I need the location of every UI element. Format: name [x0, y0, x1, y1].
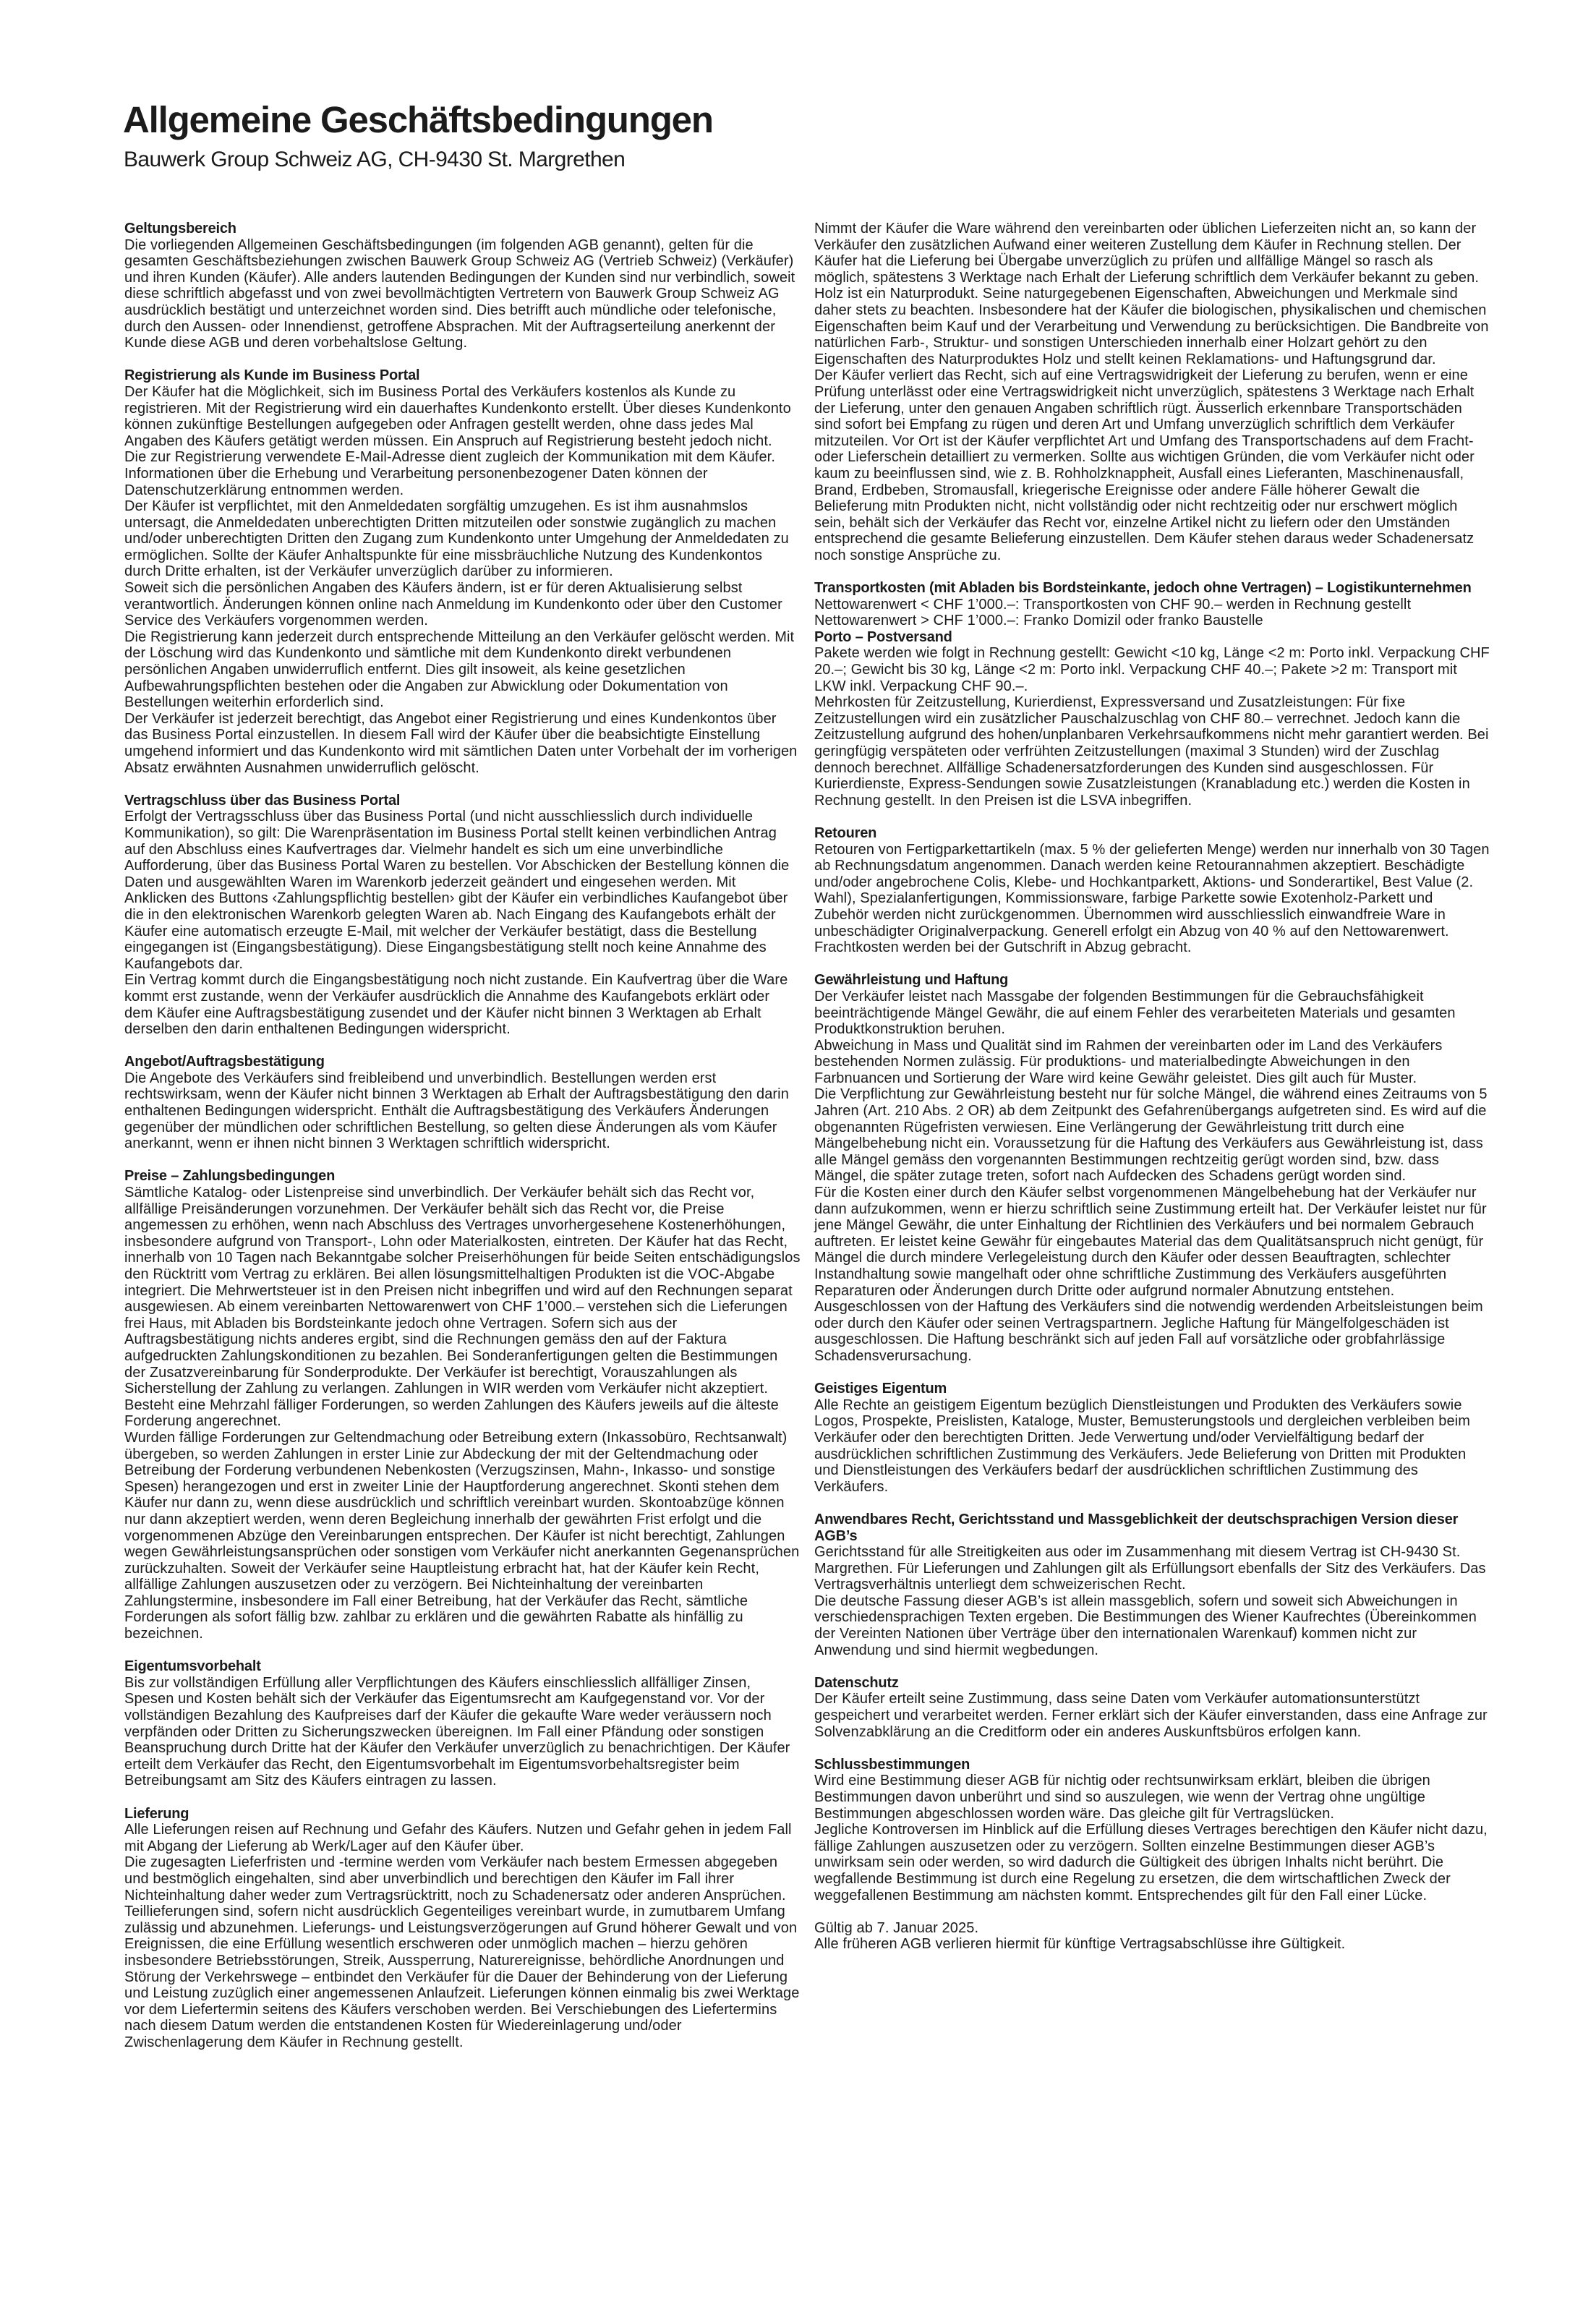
section-heading: Eigentumsvorbehalt: [124, 1658, 261, 1675]
terms-section: [124, 1054, 801, 1152]
section-paragraph: Nettowarenwert < CHF 1’000.–: Transportkosten von CHF 90.– werden in Rechnung gestellt: [814, 596, 1412, 613]
section-paragraph: Ein Vertrag kommt durch die Eingangsbestätigung noch nicht zustande. Ein Kaufvertrag über die Ware kommt erst zustande, wenn der Verkäufer ausdrücklich die Annahme des Kaufangebots erklärt oder dem Käufer eine Auftragsbestätigung zusendet und der Käufer nicht binnen 3 Werktagen ab Erhalt derselben den darin enthaltenen Bedingungen widerspricht.: [124, 972, 788, 1038]
section-paragraph: Der Käufer hat die Möglichkeit, sich im Business Portal des Verkäufers kostenlos als Kunde zu registrieren. Mit der Registrierung wird ein dauerhaftes Kundenkonto erstellt. Über dieses Kundenkonto können zukünftige Bestellungen aufgegeben oder Anfragen gestellt werden, ohne dass jedes Mal Angaben des Käufers getätigt werden müssen. Ein Anspruch auf Registrierung besteht jedoch nicht.: [124, 383, 791, 449]
section-paragraph: Nettowarenwert > CHF 1’000.–: Franko Domizil oder franko Baustelle: [814, 613, 1263, 629]
page-title: Allgemeine Geschäftsbedingungen: [123, 99, 713, 140]
section-paragraph: Retouren von Fertigparkettartikeln (max. 5 % der gelieferten Menge) werden nur innerhalb von 30 Tagen ab Rechnungsdatum angenommen. Danach werden keine Retourannahmen akzeptiert. Beschädigte und/oder angebrochene Colis, Klebe- und Hochkantparkett, Aktions- und Sonderartikel, Best Value (2. Wahl), Spezialanfertigungen, Kommissionsware, farbige Parkette sowie Exotenholz-Parkett und Zubehör werden nicht zurückgenommen. Übernommen wird ausschliesslich einwandfreie Ware in unbeschädigter Originalverpackung. Generell erfolgt ein Abzug von 40 % auf den Nettowarenwert. Frachtkosten werden bei der Gutschrift in Abzug gebracht.: [814, 841, 1490, 956]
section-paragraph: Erfolgt der Vertragsschluss über das Business Portal (und nicht ausschliesslich durch individuelle Kommunikation), so gilt: Die Warenpräsentation im Business Portal stellt keinen verbindlichen Antrag auf den Abschluss eines Kaufvertrages dar. Vielmehr handelt es sich um eine unverbindliche Aufforderung, über das Business Portal Waren zu bestellen. Vor Abschicken der Bestellung können die Daten und ausgewählten Waren im Warenkorb jederzeit geändert und eingesehen werden. Mit Anklicken des Buttons ‹Zahlungspflichtig bestellen› gibt der Käufer ein verbindliches Kaufangebot über die in den elektronischen Warenkorb gelegten Waren ab. Nach Eingang des Kaufangebots erhält der Käufer eine automatisch erzeugte E-Mail, mit welcher der Verkäufer bestätigt, dass die Bestellung eingegangen ist (Eingangsbestätigung). Diese Eingangsbestätigung stellt noch keine Annahme des Kaufangebots dar.: [124, 809, 790, 972]
section-paragraph: Pakete werden wie folgt in Rechnung gestellt: Gewicht <10 kg, Länge <2 m: Porto inkl. Verpackung CHF 20.–; Gewicht bis 30 kg, Länge <2 m: Porto inkl. Verpackung CHF 40.–; Pakete >2 m: Transport mit LKW inkl. Verpackung CHF 90.–.: [814, 645, 1490, 694]
section-paragraph: Der Käufer erteilt seine Zustimmung, dass seine Daten vom Verkäufer automationsunterstützt gespeichert und verarbeitet werden. Ferner erklärt sich der Käufer einverstanden, dass eine Anfrage zur Solvenzabklärung an die Creditform oder ein anderes Auskunftsbüros erfolgen kann.: [814, 1691, 1488, 1740]
section-paragraph: Der Käufer ist verpflichtet, mit den Anmeldedaten sorgfältig umzugehen. Es ist ihm ausnahmslos untersagt, die Anmeldedaten unberechtigten Dritten mitzuteilen oder sonstwie zugänglich zu machen und/oder unberechtigten Dritten den Zugang zum Kundenkonto unter Umgehung der Anmeldedaten zu ermöglichen. Sollte der Käufer Anhaltspunkte für eine missbräuchliche Nutzung des Kundenkontos durch Dritte erhalten, ist der Verkäufer unverzüglich darüber zu informieren.: [124, 498, 789, 580]
section-paragraph: Die zugesagten Lieferfristen und -termine werden vom Verkäufer nach bestem Ermessen abgegeben und bestmöglich eingehalten, sind aber unverbindlich und berechtigen den Käufer im Fall ihrer Nichteinhaltung daher weder zum Vertragsrücktritt, noch zu Schadenersatz oder anderen Ansprüchen. Teillieferungen sind, sofern nicht ausdrücklich Gegenteiliges vereinbart wurde, in zumutbarem Umfang zulässig und abzunehmen. Lieferungs- und Leistungsverzögerungen auf Grund höherer Gewalt und von Ereignissen, die eine Erfüllung wesentlich erschweren oder unmöglich machen – hierzu gehören insbesondere Betriebsstörungen, Streik, Aussperrung, Naturereignisse, behördliche Anordnungen und Störung der Verkehrswege – entbindet den Verkäufer für die Dauer der Behinderung von der Lieferung und Leistung zuzüglich einer angemessenen Anlaufzeit. Lieferungen können einmalig bis zwei Werktage vor dem Liefertermin seitens des Käufers verschoben werden. Bei Verschiebungen des Liefertermins nach diesem Datum werden die entstandenen Kosten für Wiedereinlagerung und/oder Zwischenlagerung dem Käufer in Rechnung gestellt.: [124, 1854, 800, 2050]
terms-section: [124, 367, 801, 776]
section-paragraph: Die Registrierung kann jederzeit durch entsprechende Mitteilung an den Verkäufer gelöscht werden. Mit der Löschung wird das Kundenkonto und sämtliche mit dem Kundenkonto direkt verbundenen persönlichen Angaben unwiderruflich entfernt. Dies gilt insoweit, als keine gesetzlichen Aufbewahrungspflichten bestehen oder die Angaben zur Abwicklung oder Dokumentation von Bestellungen weiterhin erforderlich sind.: [124, 628, 795, 711]
section-paragraph: Alle Rechte an geistigem Eigentum bezüglich Dienstleistungen und Produkten des Verkäufers sowie Logos, Prospekte, Preislisten, Kataloge, Muster, Bemusterungstools und dergleichen verbleiben beim Verkäufer oder den berechtigten Dritten. Jede Verwertung und/oder Vervielfältigung bedarf der ausdrücklichen schriftlichen Zustimmung des Verkäufers. Jede Belieferung von Dritten mit Produkten und Dienstleistungen des Verkäufers bedarf der ausdrücklichen schriftlichen Zustimmung des Verkäufers.: [814, 1397, 1470, 1495]
terms-section: [124, 1658, 801, 1789]
section-paragraph: Soweit sich die persönlichen Angaben des Käufers ändern, ist er für deren Aktualisierung selbst verantwortlich. Änderungen können online nach Anmeldung im Kundenkonto oder über den Customer Service des Verkäufers vorgenommen werden.: [124, 580, 782, 629]
section-paragraph: Für die Kosten einer durch den Käufer selbst vorgenommenen Mängelbehebung hat der Verkäufer nur dann aufzukommen, wenn er hierzu schriftlich seine Zustimmung erteilt hat. Der Verkäufer leistet nur für jene Mängel Gewähr, die unter Einhaltung der Richtlinien des Verkäufers und bei normalem Gebrauch auftreten. Er leistet keine Gewähr für eingebautes Material das dem Qualitätsanspruch nicht genügt, für Mängel die durch mindere Verlegeleistung durch den Käufer oder dessen Beauftragten, schlechter Instandhaltung sowie mangelhaft oder ohne schriftliche Zustimmung des Verkäufers ausgeführten Reparaturen oder Änderungen durch Dritte oder aufgrund normaler Abnutzung entstehen. Ausgeschlossen von der Haftung des Verkäufers sind die notwendig werdenden Arbeitsleistungen beim oder durch den Käufer oder seinen Vertragspartnern. Jegliche Haftung für Mängelfolgeschäden ist ausgeschlossen. Die Haftung beschränkt sich auf jeden Fall auf vorsätzliche oder grobfahrlässige Schadensverursachung.: [814, 1185, 1487, 1364]
section-heading: Geistiges Eigentum: [814, 1381, 947, 1397]
section-paragraph: Die Verpflichtung zur Gewährleistung besteht nur für solche Mängel, die während eines Zeitraums von 5 Jahren (Art. 210 Abs. 2 OR) ab dem Zeitpunkt des Gefahrenübergangs aufgetreten sind. Es wird auf die obgenannten Rügefristen verwiesen. Eine Verlängerung der Gewährleistung tritt durch eine Mängelbehebung nicht ein. Voraussetzung für die Haftung des Verkäufers aus Gewährleistung ist, dass alle Mängel gemäss den vorgenannten Bestimmungen rechtzeitig gerügt worden sind, bzw. dass Mängel, die später zutage treten, sofort nach Aufdecken des Schadens gerügt worden sind.: [814, 1086, 1488, 1185]
section-paragraph: Der Verkäufer leistet nach Massgabe der folgenden Bestimmungen für die Gebrauchsfähigkeit beeinträchtigende Mängel Gewähr, die auf einem Fehler des verarbeiteten Materials und gesamten Produktkonstruktion beruhen.: [814, 988, 1456, 1038]
section-paragraph: Wurden fällige Forderungen zur Geltendmachung oder Betreibung extern (Inkassobüro, Rechtsanwalt) übergeben, so werden Zahlungen in erster Linie zur Abdeckung der mit der Geltendmachung oder Betreibung der Forderung verbundenen Nebenkosten (Verzugszinsen, Mahn-, Inkasso- und sonstige Spesen) herangezogen und erst in zweiter Linie der Hauptforderung angerechnet. Skonti stehen dem Käufer nur dann zu, wenn diese ausdrücklich und schriftlich vereinbart wurden. Skontoabzüge können nur dann akzeptiert werden, wenn deren Begleichung innerhalb der gewährten Frist erfolgt und die vorgenommenen Abzüge den Vereinbarungen entsprechen. Der Käufer ist nicht berechtigt, Zahlungen wegen Gewährleistungsansprüchen oder sonstigen vom Verkäufer nicht anerkannten Gegenansprüchen zurückzuhalten. Soweit der Verkäufer seine Hauptleistung erbracht hat, hat der Käufer kein Recht, allfällige Zahlungen auszusetzen oder zu verzögern. Bei Nichteinhaltung der vereinbarten Zahlungstermine, insbesondere im Fall einer Betreibung, hat der Verkäufer das Recht, sämtliche Forderungen als sofort fällig bzw. zahlbar zu erklären und die gewährten Rabatte als hinfällig zu bezeichnen.: [124, 1429, 800, 1642]
section-heading: Schlussbestimmungen: [814, 1756, 970, 1773]
section-paragraph: Alle Lieferungen reisen auf Rechnung und Gefahr des Käufers. Nutzen und Gefahr gehen in jedem Fall mit Abgang der Lieferung ab Werk/Lager auf den Käufer über.: [124, 1822, 792, 1854]
section-paragraph: Gerichtsstand für alle Streitigkeiten aus oder im Zusammenhang mit diesem Vertrag ist CH-9430 St. Margrethen. Für Lieferungen und Zahlungen gilt als Erfüllungsort ebenfalls der Sitz des Verkäufers. Das Vertragsverhältnis unterliegt dem schweizerischen Recht.: [814, 1544, 1486, 1593]
terms-section: [814, 1675, 1490, 1740]
section-heading: Retouren: [814, 824, 877, 841]
section-paragraph: Abweichung in Mass und Qualität sind im Rahmen der vereinbarten oder im Land des Verkäufers bestehenden Normen zulässig. Für produktions- und materialbedingte Abweichungen in den Farbnuancen und Sortierung der Ware wird keine Gewähr geleistet. Dies gilt auch für Muster.: [814, 1037, 1443, 1086]
terms-section: [814, 580, 1490, 809]
company-address: Bauwerk Group Schweiz AG, CH-9430 St. Margrethen: [124, 148, 626, 171]
terms-section: [814, 1757, 1490, 1903]
section-paragraph: Die deutsche Fassung dieser AGB’s ist allein massgeblich, sofern und soweit sich Abweichungen in verschiedensprachigen Texten ergeben. Die Bestimmungen des Wiener Kaufrechtes (Übereinkommen der Vereinten Nationen über Verträge über den internationalen Warenkauf) kommen nicht zur Anwendung und sind hiermit wegbedungen.: [814, 1593, 1477, 1658]
section-paragraph: Der Verkäufer ist jederzeit berechtigt, das Angebot einer Registrierung und eines Kundenkontos über das Business Portal einzustellen. In diesem Fall wird der Käufer über die beabsichtigte Einstellung umgehend informiert und das Kundenkonto wird mit sämtlichen Daten unter Vorbehalt der im vorherigen Absatz erwähnten Ausnahmen unwiderruflich gelöscht.: [124, 710, 798, 776]
section-paragraph: Gültig ab 7. Januar 2025.: [814, 1919, 979, 1936]
column-left: [124, 221, 801, 2067]
section-heading: Lieferung: [124, 1805, 189, 1822]
section-heading: Vertragschluss über das Business Portal: [124, 792, 401, 809]
section-paragraph: Sämtliche Katalog- oder Listenpreise sind unverbindlich. Der Verkäufer behält sich das Recht vor, allfällige Preisänderungen vorzunehmen. Der Verkäufer behält sich das Recht vor, die Preise angemessen zu erhöhen, wenn nach Abschluss des Vertrages unvorhergesehene Kostenerhöhungen, insbesondere aufgrund von Transport-, Lohn oder Materialkosten, eintreten. Der Käufer hat das Recht, innerhalb von 10 Tagen nach Bekanntgabe solcher Preiserhöhungen für beide Seiten entschädigungslos den Rücktritt vom Vertrag zu erklären. Bei allen lösungsmittelhaltigen Produkten ist die VOC-Abgabe integriert. Die Mehrwertsteuer ist in den Preisen nicht inbegriffen und wird auf den Rechnungen separat ausgewiesen. Ab einem vereinbarten Nettowarenwert von CHF 1’000.– verstehen sich die Lieferungen frei Haus, mit Abladen bis Bordsteinkante jedoch ohne Vertragen. Sofern sich aus der Auftragsbestätigung nichts anderes ergibt, sind die Rechnungen gemäss den auf der Faktura aufgedruckten Zahlungskonditionen zu bezahlen. Bei Sonderanfertigungen gelten die Bestimmungen der Zusatzvereinbarung für Sonderprodukte. Der Verkäufer ist berechtigt, Vorauszahlungen als Sicherstellung der Zahlung zu verlangen. Zahlungen in WIR werden vom Verkäufer nicht akzeptiert. Besteht eine Mehrzahl fälliger Forderungen, so werden Zahlungen des Käufers jeweils auf die älteste Forderung angerechnet.: [124, 1185, 801, 1430]
section-heading: Registrierung als Kunde im Business Portal: [124, 367, 420, 384]
terms-section: [814, 221, 1490, 563]
terms-section: [814, 825, 1490, 956]
terms-section: [124, 1168, 801, 1642]
section-paragraph: Bis zur vollständigen Erfüllung aller Verpflichtungen des Käufers einschliesslich allfälliger Zinsen, Spesen und Kosten behält sich der Verkäufer das Eigentumsrecht am Kaufgegenstand vor. Vor der vollständigen Bezahlung des Kaufpreises darf der Käufer die gekaufte Ware weder veräussern noch verpfänden oder Dritten zu Sicherungszwecken übereignen. Im Fall einer Pfändung oder sonstigen Beanspruchung durch Dritte hat der Käufer den Verkäufer unverzüglich zu benachrichtigen. Der Käufer erteilt dem Verkäufer das Recht, den Eigentumsvorbehalt im Eigentumsvorbehaltsregister beim Betreibungsamt am Sitz des Käufers eintragen zu lassen.: [124, 1674, 790, 1789]
terms-section: [814, 1920, 1490, 1953]
section-paragraph: Die Angebote des Verkäufers sind freibleibend und unverbindlich. Bestellungen werden erst rechtswirksam, wenn der Käufer nicht binnen 3 Werktagen ab Erhalt der Auftragsbestätigung den darin enthaltenen Bedingungen widerspricht. Enthält die Auftragsbestätigung des Verkäufers Änderungen gegenüber der mündlichen oder schriftlichen Bestellung, so gelten diese Änderungen als vom Käufer anerkannt, wenn er ihnen nicht binnen 3 Werktagen schriftlich widerspricht.: [124, 1070, 789, 1152]
section-heading: Porto – Postversand: [814, 628, 952, 645]
section-paragraph: Die zur Registrierung verwendete E-Mail-Adresse dient zugleich der Kommunikation mit dem Käufer. Informationen über die Erhebung und Verarbeitung personenbezogener Daten können der Datenschutzerklärung entnommen werden.: [124, 449, 775, 498]
section-paragraph: Alle früheren AGB verlieren hiermit für künftige Vertragsabschlüsse ihre Gültigkeit.: [814, 1936, 1346, 1953]
column-right: [814, 221, 1490, 1969]
section-paragraph: Die vorliegenden Allgemeinen Geschäftsbedingungen (im folgenden AGB genannt), gelten für die gesamten Geschäftsbeziehungen zwischen Bauwerk Group Schweiz AG (Vertrieb Schweiz) (Verkäufer) und ihren Kunden (Käufer). Alle anders lautenden Bedingungen der Kunden sind nur verbindlich, soweit diese schriftlich abgefasst und von zwei bevollmächtigten Vertretern von Bauwerk Group Schweiz AG ausdrücklich bestätigt und unterzeichnet worden sind. Dies betrifft auch mündliche oder telefonische, durch den Aussen- oder Innendienst, getroffene Absprachen. Mit der Auftragserteilung anerkennt der Kunde diese AGB und deren vorbehaltslose Geltung.: [124, 236, 795, 351]
section-paragraph: Der Käufer verliert das Recht, sich auf eine Vertragswidrigkeit der Lieferung zu berufen, wenn er eine Prüfung unterlässt oder eine Vertragswidrigkeit nicht unverzüglich, spätestens 3 Werktage nach Erhalt der Lieferung, unter den genauen Angaben schriftlich rügt. Äusserlich erkennbare Transportschäden sind sofort bei Empfang zu rügen und deren Art und Umfang unverzüglich schriftlich dem Verkäufer mitzuteilen. Vor Ort ist der Käufer verpflichtet Art und Umfang des Transportschadens auf dem Fracht- oder Lieferschein detailliert zu vermerken. Sollte aus wichtigen Gründen, die vom Verkäufer nicht oder kaum zu beeinflussen sind, wie z. B. Rohholzknappheit, Ausfall eines Lieferanten, Maschinenausfall, Brand, Erdbeben, Stromausfall, kriegerische Ereignisse oder andere Fälle höherer Gewalt die Belieferung mitn Produkten nicht, nicht vollständig oder nicht rechtzeitig oder nur erschwert möglich sein, behält sich der Verkäufer das Recht vor, einzelne Artikel nicht zu liefern oder den Umständen entsprechend die gesamte Belieferung einzustellen. Dem Käufer stehen daraus weder Schadenersatz noch sonstige Ansprüche zu.: [814, 367, 1475, 563]
terms-section: [124, 1806, 801, 2051]
section-heading: Geltungsbereich: [124, 221, 236, 236]
section-paragraph: Jegliche Kontroversen im Hinblick auf die Erfüllung dieses Vertrages berechtigen den Käufer nicht dazu, fällige Zahlungen auszusetzen oder zu verzögern. Sollten einzelne Bestimmungen dieser AGB’s unwirksam sein oder werden, so wird dadurch die Gültigkeit des übrigen Inhalts nicht berührt. Die wegfallende Bestimmung ist durch eine Regelung zu ersetzen, die dem wirtschaftlichen Zweck der weggefallenen Bestimmung am nächsten kommt. Entsprechendes gilt für den Fall einer Lücke.: [814, 1822, 1488, 1903]
section-heading: Gewährleistung und Haftung: [814, 972, 1009, 989]
section-heading: Datenschutz: [814, 1674, 899, 1691]
section-heading: Angebot/Auftragsbestätigung: [124, 1054, 325, 1070]
section-paragraph: Nimmt der Käufer die Ware während den vereinbarten oder üblichen Lieferzeiten nicht an, so kann der Verkäufer den zusätzlichen Aufwand einer weiteren Zustellung dem Käufer in Rechnung stellen. Der Käufer hat die Lieferung bei Übergabe unverzüglich zu prüfen und allfällige Mängel so rasch als möglich, spätestens 3 Werktage nach Erhalt der Lieferung schriftlich dem Verkäufer bekannt zu geben. Holz ist ein Naturprodukt. Seine naturgegebenen Eigenschaften, Abweichungen und Merkmale sind daher stets zu beachten. Insbesondere hat der Käufer die biologischen, physikalischen und chemischen Eigenschaften beim Kauf und der Verarbeitung und Verwendung zu berücksichtigen. Die Bandbreite von natürlichen Farb-, Struktur- und sonstigen Unterschieden innerhalb einer Holzart gehört zu den Eigenschaften des Naturproduktes Holz und stellt keinen Reklamations- und Haftungsgrund dar.: [814, 221, 1489, 367]
section-paragraph: Mehrkosten für Zeitzustellung, Kurierdienst, Expressversand und Zusatzleistungen: Für fixe Zeitzustellungen wird ein zusätzlicher Pauschalzuschlag von CHF 80.– verrechnet. Jedoch kann die Zeitzustellung aufgrund des hohen/unplanbaren Verkehrsaufkommens nicht mehr garantiert werden. Bei geringfügig verspäteten oder verfrühten Zeitzustellungen (maximal 3 Stunden) wird der Zuschlag dennoch berechnet. Allfällige Schadenersatzforderungen des Kunden sind ausgeschlossen. Für Kurierdienste, Express-Sendungen sowie Zusatzleistungen (Kranabladung etc.) werden die Kosten in Rechnung gestellt. In den Preisen ist die LSVA inbegriffen.: [814, 694, 1489, 809]
section-heading: Preise – Zahlungsbedingungen: [124, 1168, 336, 1185]
terms-section: [814, 972, 1490, 1364]
section-paragraph: Wird eine Bestimmung dieser AGB für nichtig oder rechtsunwirksam erklärt, bleiben die übrigen Bestimmungen davon unberührt und sind so auszulegen, wie wenn der Vertrag ohne ungültige Bestimmungen abgeschlossen worden wäre. Das gleiche gilt für Vertragslücken.: [814, 1773, 1430, 1822]
section-heading: Transportkosten (mit Abladen bis Bordsteinkante, jedoch ohne Vertragen) – Logistikunternehmen: [814, 580, 1472, 597]
section-heading: Anwendbares Recht, Gerichtsstand und Massgeblichkeit der deutschsprachigen Version dieser AGB’s: [814, 1511, 1459, 1544]
terms-section: [814, 1381, 1490, 1495]
terms-section: [124, 793, 801, 1038]
terms-section: [124, 221, 801, 351]
terms-section: [814, 1512, 1490, 1658]
